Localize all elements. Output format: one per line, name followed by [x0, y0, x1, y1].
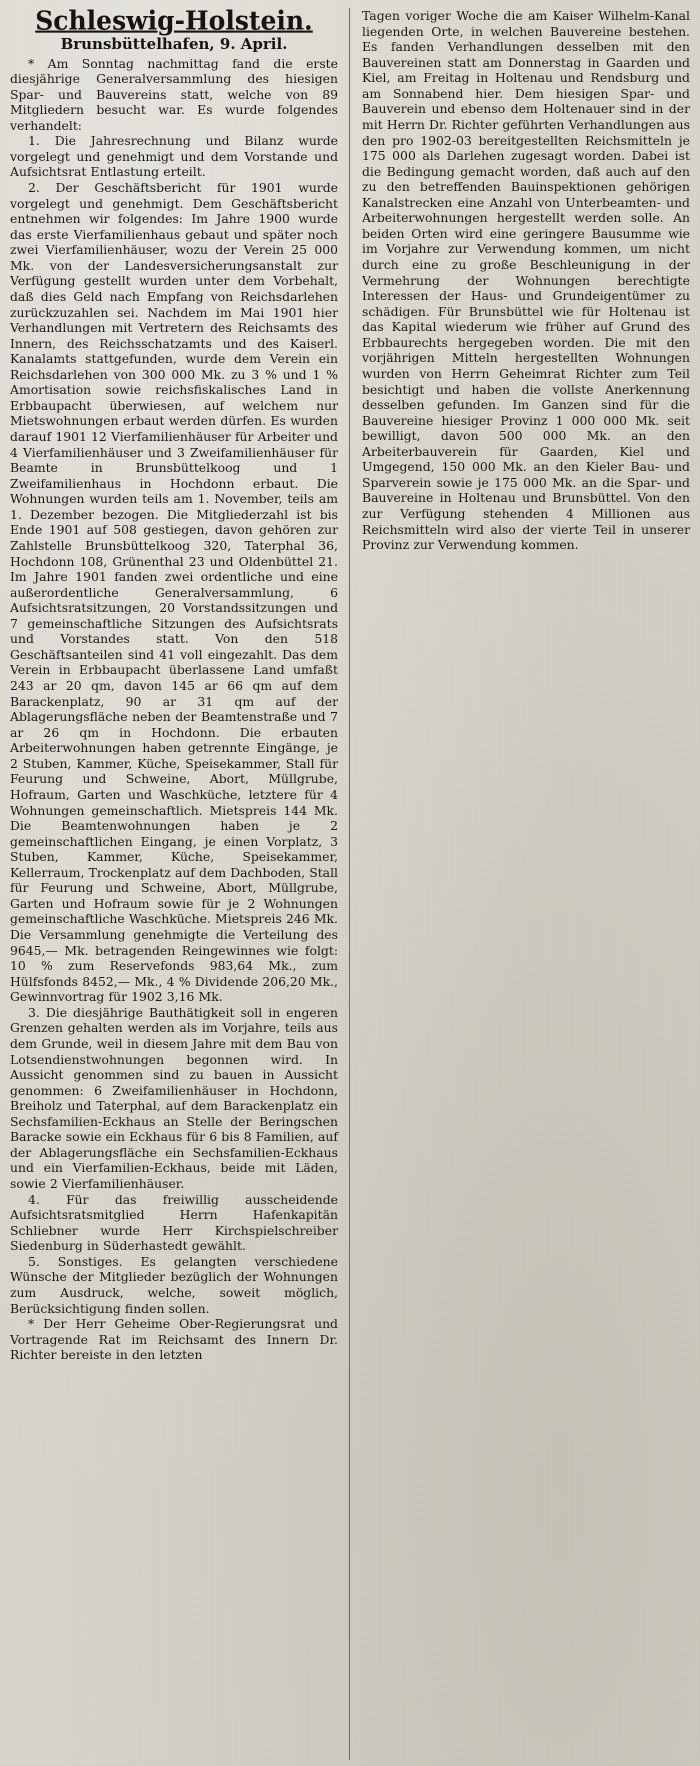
dateline	[10, 36, 338, 53]
paragraph: * Am Sonntag nachmittag fand die erste diesjährige Generalversammlung des hiesigen Spar- und Bauvereins statt, welche von 89 Mitgliedern besucht war. Es wurde folgendes verhandelt:	[10, 55, 338, 133]
paragraph: 3. Die diesjährige Bauthätigkeit soll in engeren Grenzen gehalten werden als im Vorjahre, teils aus dem Grunde, weil in diesem Jahre mit dem Bau von Lotsendienstwohnungen begonnen wird. In Aussicht genommen sind zu bauen in Aussicht genommen: 6 Zweifamilienhäuser in Hochdonn, Breiholz und Taterphal, auf dem Barackenplatz ein Sechsfamilien-Eckhaus an Stelle der Beringschen Baracke sowie ein Eckhaus für 6 bis 8 Familien, auf der Ablagerungsfläche ein Sechsfamilien-Eckhaus und ein Vierfamilien-Eckhaus, beide mit Läden, sowie 2 Vierfamilienhäuser.	[10, 1004, 338, 1191]
left-column	[10, 5, 350, 1760]
dateline-place: Brunsbüttelhafen,	[60, 35, 215, 53]
paragraph: 4. Für das freiwillig ausscheidende Aufsichtsratsmitglied Herrn Hafenkapitän Schliebner wurde Herr Kirchspielschreiber Siedenburg in Süderhastedt gewählt.	[10, 1191, 338, 1254]
paragraph: Tagen voriger Woche die am Kaiser Wilhelm-Kanal liegenden Orte, in welchen Bauvereine bestehen. Es fanden Verhandlungen desselben mit den Bauvereinen statt am Donnerstag in Gaarden und Kiel, am Freitag in Holtenau und Rendsburg und am Sonnabend hier. Dem hiesigen Spar- und Bauverein und ebenso dem Holtenauer sind in der mit Herrn Dr. Richter geführten Verhandlungen aus den pro 1902-03 bereitgestellten Reichsmitteln je 175 000 als Darlehen zugesagt worden. Dabei ist die Bedingung gemacht worden, daß auch auf den zu den betreffenden Bauinspektionen gehörigen Kanalstrecken eine Anzahl von Unterbeamten- und Arbeiterwohnungen hergestellt werden solle. An beiden Orten wird eine geringere Bausumme wie im Vorjahre zur Verwendung kommen, um nicht durch eine zu große Beschleunigung in der Vermehrung der Wohnungen berechtigte Interessen der Haus- und Grundeigentümer zu schädigen. Für Brunsbüttel wie für Holtenau ist das Kapital wiederum wie früher auf Grund des Erbbaurechts hergegeben worden. Die mit den vorjährigen Mitteln hergestellten Wohnungen wurden von Herrn Geheimrat Richter zum Teil besichtigt und haben die vollste Anerkennung desselben gefunden. Im Ganzen sind für die Bauvereine hiesiger Provinz 1 000 000 Mk. seit bewilligt, davon 500 000 Mk. an den Arbeiterbauverein für Gaarden, Kiel und Umgegend, 150 000 Mk. an den Kieler Bau- und Sparverein sowie je 175 000 Mk. an die Spar- und Bauvereine in Holtenau und Brunsbüttel. Von den zur Verfügung stehenden 4 Millionen aus Reichsmitteln wird also der vierte Teil in unserer Provinz zur Verwendung kommen.	[362, 8, 690, 553]
paragraph: * Der Herr Geheime Ober-Regierungsrat und Vortragende Rat im Reichsamt des Innern Dr. Richter bereiste in den letzten	[10, 1316, 338, 1363]
right-column	[350, 8, 690, 1760]
dateline-date: 9. April.	[219, 35, 288, 53]
page-title: Schleswig-Holstein.	[35, 5, 313, 36]
paragraph: 2. Der Geschäftsbericht für 1901 wurde vorgelegt und genehmigt. Dem Geschäftsbericht entnehmen wir folgendes: Im Jahre 1900 wurde das erste Vierfamilienhaus gebaut und später noch zwei Vierfamilienhäuser, wozu der Verein 25 000 Mk. von der Landesversicherungsanstalt zur Verfügung gestellt wurden unter dem Vorbehalt, daß dies Geld nach Empfang von Reichsdarlehen zurückzuzahlen sei. Nachdem im Mai 1901 hier Verhandlungen mit Vertretern des Reichsamts des Innern, des Reichsschatzamts und des Kaiserl. Kanalamts stattgefunden, wurde dem Verein ein Reichsdarlehen von 300 000 Mk. zu 3 % und 1 % Amortisation sowie reichsfiskalisches Land in Erbbaupacht überwiesen, auf welchem nur Mietswohnungen erbaut werden dürfen. Es wurden darauf 1901 12 Vierfamilienhäuser für Arbeiter und 4 Vierfamilienhäuser und 3 Zweifamilienhäuser für Beamte in Brunsbüttelkoog und 1 Zweifamilienhaus in Hochdonn erbaut. Die Wohnungen wurden teils am 1. November, teils am 1. Dezember bezogen. Die Mitgliederzahl ist bis Ende 1901 auf 508 gestiegen, davon gehören zur Zahlstelle Brunsbüttelkoog 320, Taterphal 36, Hochdonn 108, Grünenthal 23 und Oldenbüttel 21. Im Jahre 1901 fanden zwei ordentliche und eine außerordentliche Generalversammlung, 6 Aufsichtsratsitzungen, 20 Vorstandssitzungen und 7 gemeinschaftliche Sitzungen des Aufsichtsrats und Vorstandes statt. Von den 518 Geschäftsanteilen sind 41 voll eingezahlt. Das dem Verein in Erbbaupacht überlassene Land umfaßt 243 ar 20 qm, davon 145 ar 66 qm auf dem Barackenplatz, 90 ar 31 qm auf der Ablagerungsfläche neben der Beamtenstraße und 7 ar 26 qm in Hochdonn. Die erbauten Arbeiterwohnungen haben getrennte Eingänge, je 2 Stuben, Kammer, Küche, Speisekammer, Stall für Feurung und Schweine, Abort, Müllgrube, Hofraum, Garten und Waschküche, letztere für 4 Wohnungen gemeinschaftlich. Mietspreis 144 Mk. Die Beamtenwohnungen haben je 2 gemeinschaftlichen Eingang, je einen Vorplatz, 3 Stuben, Kammer, Küche, Speisekammer, Kellerraum, Trockenplatz auf dem Dachboden, Stall für Feurung und Schweine, Abort, Müllgrube, Garten und Hofraum sowie für je 2 Wohnungen gemeinschaftliche Waschküche. Mietspreis 246 Mk. Die Versammlung genehmigte die Verteilung des 9645,— Mk. betragenden Reingewinnes wie folgt: 10 % zum Reservefonds 983,64 Mk., zum Hülfsfonds 8452,— Mk., 4 % Dividende 206,20 Mk., Gewinnvortrag für 1902 3,16 Mk.	[10, 180, 338, 1005]
column-container	[10, 5, 690, 1760]
paragraph: 1. Die Jahresrechnung und Bilanz wurde vorgelegt und genehmigt und dem Vorstande und Aufsichtsrat Entlastung erteilt.	[10, 133, 338, 180]
paragraph: 5. Sonstiges. Es gelangten verschiedene Wünsche der Mitglieder bezüglich der Wohnungen zum Ausdruck, welche, soweit möglich, Berücksichtigung finden sollen.	[10, 1253, 338, 1316]
